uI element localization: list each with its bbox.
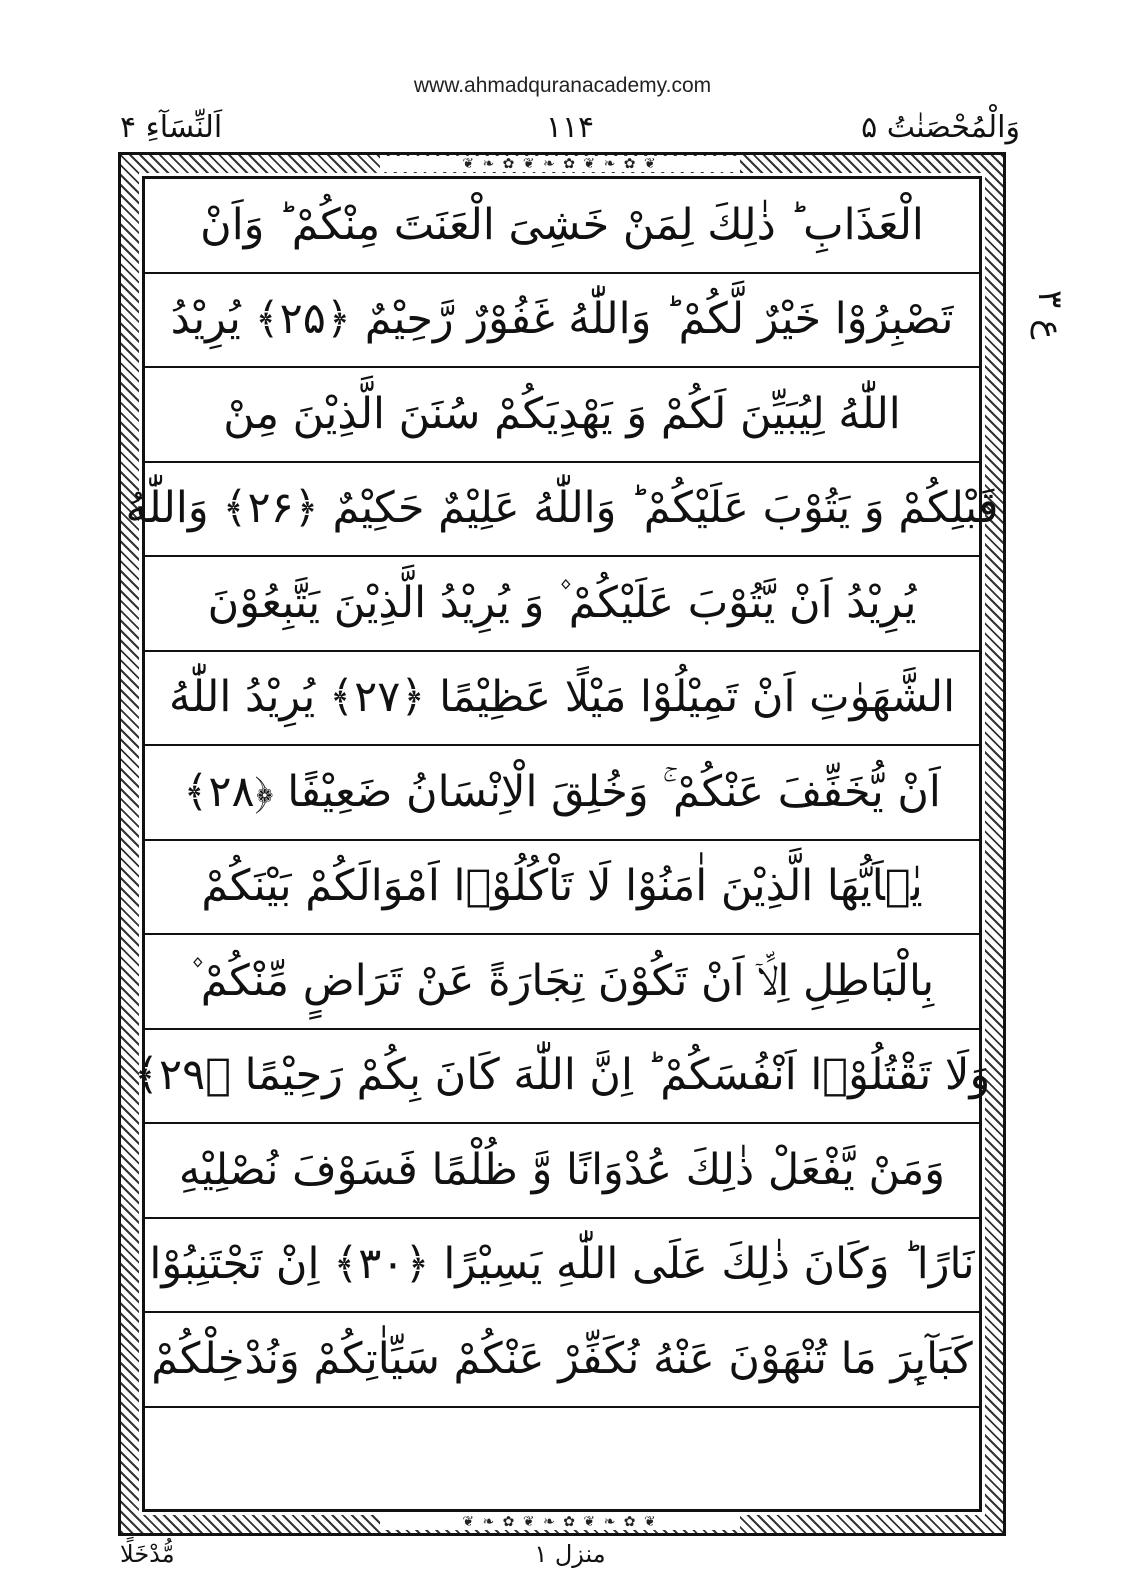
page-footer [120, 1540, 1020, 1576]
surah-title: اَلنِّسَآءِ ۴ [120, 110, 223, 145]
verse-text-block [125, 179, 999, 1408]
verse-line: كَبَآىِٕرَ مَا تُنْهَوْنَ عَنْهُ نُكَفِّرْ عَنْكُمْ سَیِّاٰتِكُمْ وَنُدْخِلْكُمْ [145, 1313, 979, 1408]
verse-line: یٰۤاَیُّهَا الَّذِیْنَ اٰمَنُوْا لَا تَاْكُلُوْۤا اَمْوَالَكُمْ بَیْنَكُمْ [145, 841, 979, 936]
page-number: ۱۱۴ [545, 110, 595, 145]
verse-line: یُرِیْدُ اَنْ یَّتُوْبَ عَلَیْكُمْ ۫ وَ یُرِیْدُ الَّذِیْنَ یَتَّبِعُوْنَ [145, 557, 979, 652]
verse-line: بِالْبَاطِلِ اِلَّاۤ اَنْ تَكُوْنَ تِجَارَةً عَنْ تَرَاضٍ مِّنْكُمْ ۫ [145, 935, 979, 1030]
verse-line: وَلَا تَقْتُلُوْۤا اَنْفُسَكُمْ ؕ اِنَّ اللّٰهَ كَانَ بِكُمْ رَحِیْمًا ﴿۲۹﴾ [145, 1030, 979, 1125]
manzil-label: منزل ۱ [534, 1540, 606, 1568]
verse-line: اَنْ یُّخَفِّفَ عَنْكُمْ ۚ وَخُلِقَ الْاِنْسَانُ ضَعِیْفًا ﴿۲۸﴾ [145, 746, 979, 841]
juz-title: وَالْمُحْصَنٰتُ ۵ [861, 110, 1020, 145]
verse-line: قَبْلِكُمْ وَ یَتُوْبَ عَلَیْكُمْ ؕ وَاللّٰهُ عَلِیْمٌ حَكِیْمٌ ﴿۲۶﴾ وَاللّٰهُ [145, 463, 979, 558]
verse-line: الْعَذَابِ ؕ ذٰلِكَ لِمَنْ خَشِیَ الْعَنَتَ مِنْكُمْ ؕ وَاَنْ [145, 179, 979, 274]
verse-line: الشَّهَوٰتِ اَنْ تَمِیْلُوْا مَیْلًا عَظِیْمًا ﴿۲۷﴾ یُرِیْدُ اللّٰهُ [145, 652, 979, 747]
bottom-border-ornament: ❦ ❧ ✿ ❦ ❧ ✿ ❦ ❧ ✿ ❦ [380, 1514, 740, 1530]
page-header [120, 104, 1020, 154]
catchword: مُّدْخَلًا [120, 1540, 175, 1568]
ruku-margin-mark: ع ۳ [1030, 290, 1070, 340]
verse-line: اللّٰهُ لِیُبَیِّنَ لَكُمْ وَ یَهْدِیَكُمْ سُنَنَ الَّذِیْنَ مِنْ [145, 368, 979, 463]
top-border-ornament: ❦ ❧ ✿ ❦ ❧ ✿ ❦ ❧ ✿ ❦ [380, 156, 740, 172]
verse-line: تَصْبِرُوْا خَیْرٌ لَّكُمْ ؕ وَاللّٰهُ غَفُوْرٌ رَّحِیْمٌ ﴿۲۵﴾ یُرِیْدُ [145, 274, 979, 369]
source-url: www.ahmadquranacademy.com [413, 74, 712, 97]
verse-line: نَارًا ؕ وَكَانَ ذٰلِكَ عَلَی اللّٰهِ یَسِیْرًا ﴿۳۰﴾ اِنْ تَجْتَنِبُوْا [145, 1219, 979, 1314]
verse-line: وَمَنْ یَّفْعَلْ ذٰلِكَ عُدْوَانًا وَّ ظُلْمًا فَسَوْفَ نُصْلِیْهِ [145, 1124, 979, 1219]
